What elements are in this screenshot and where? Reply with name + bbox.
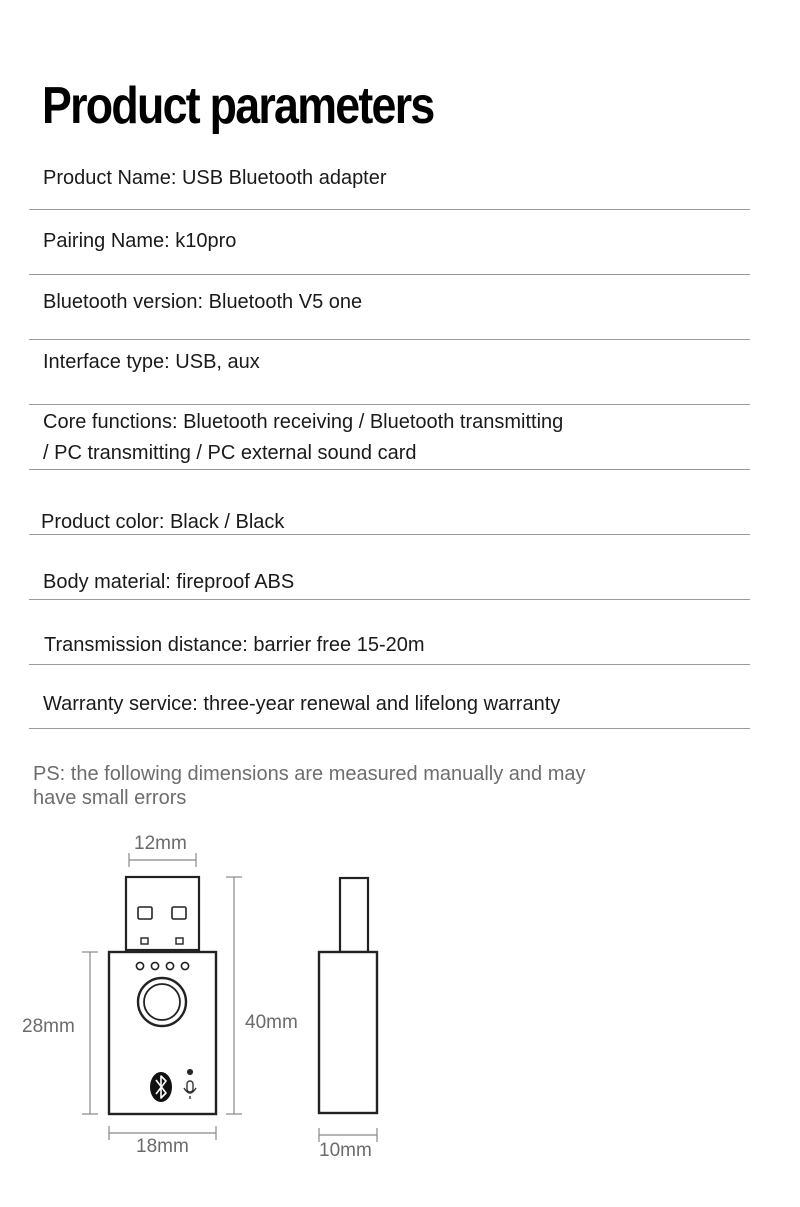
param-core-functions bbox=[29, 405, 750, 470]
bluetooth-icon bbox=[150, 1072, 172, 1102]
param-text-line1: Core functions: Bluetooth receiving / Bluetooth transmitting bbox=[43, 411, 564, 433]
param-text: Pairing Name: k10pro bbox=[43, 230, 237, 252]
param-body-material bbox=[29, 535, 750, 600]
param-text: Interface type: USB, aux bbox=[43, 351, 260, 373]
param-text: Warranty service: three-year renewal and lifelong warranty bbox=[43, 693, 561, 715]
param-transmission-distance bbox=[29, 600, 750, 665]
dimension-label-28mm: 28mm bbox=[22, 1016, 75, 1037]
measurement-note-line1: PS: the following dimensions are measured manually and may bbox=[33, 763, 586, 785]
dimension-label-18mm: 18mm bbox=[136, 1136, 189, 1157]
usb-connector bbox=[126, 877, 199, 950]
param-warranty-service bbox=[29, 665, 750, 729]
page-title: Product parameters bbox=[42, 77, 434, 135]
param-text: Bluetooth version: Bluetooth V5 one bbox=[43, 291, 363, 313]
param-product-color bbox=[29, 470, 750, 535]
width-12mm-marker bbox=[129, 853, 196, 867]
height-28mm-marker bbox=[82, 952, 98, 1114]
param-pairing-name bbox=[29, 210, 750, 275]
adapter-side-view bbox=[319, 878, 377, 1113]
param-text: Body material: fireproof ABS bbox=[43, 571, 295, 593]
measurement-note bbox=[33, 762, 673, 810]
param-text: Product Name: USB Bluetooth adapter bbox=[43, 167, 387, 189]
dimension-label-12mm: 12mm bbox=[134, 833, 187, 854]
height-40mm-marker bbox=[226, 877, 242, 1114]
dimension-label-40mm: 40mm bbox=[245, 1012, 298, 1033]
param-text: Transmission distance: barrier free 15-20m bbox=[44, 634, 425, 656]
dimension-diagram bbox=[0, 820, 800, 1180]
param-text: Product color: Black / Black bbox=[41, 511, 285, 533]
measurement-note-line2: have small errors bbox=[33, 787, 187, 809]
param-interface-type bbox=[29, 340, 750, 405]
parameter-list bbox=[29, 148, 750, 729]
param-product-name bbox=[29, 148, 750, 210]
param-bluetooth-version bbox=[29, 275, 750, 340]
param-text-line2: / PC transmitting / PC external sound card bbox=[43, 442, 417, 464]
power-button-icon bbox=[138, 978, 186, 1026]
dimension-label-10mm: 10mm bbox=[319, 1140, 372, 1161]
